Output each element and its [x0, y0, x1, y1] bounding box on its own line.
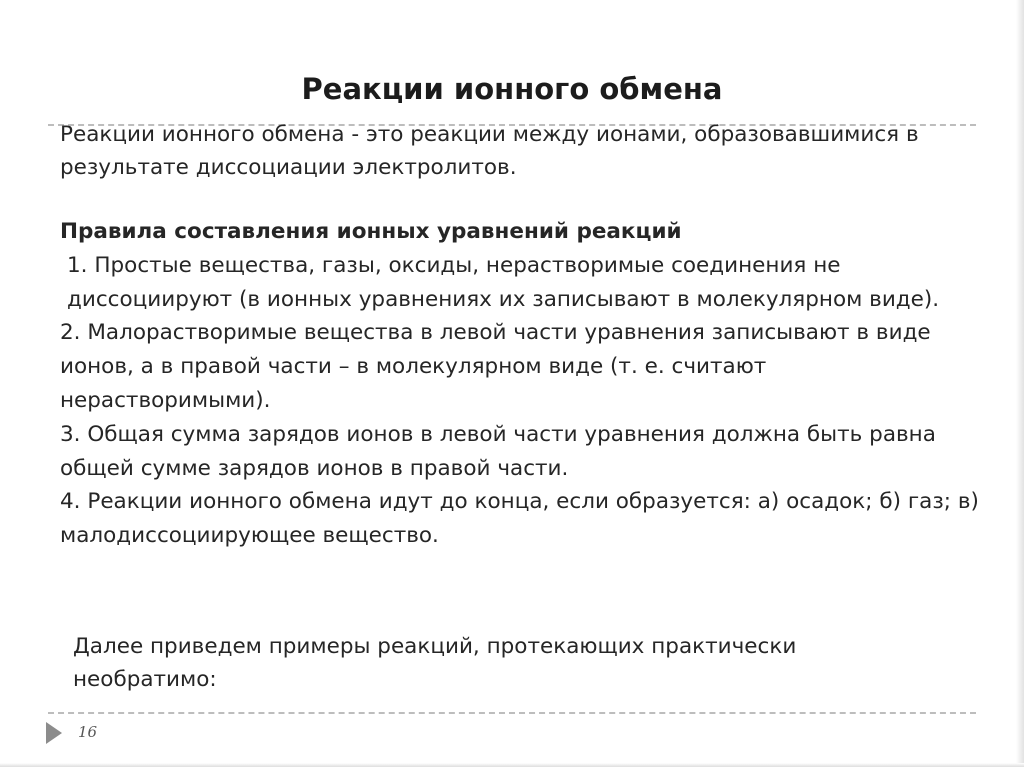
slide-edge-shadow-right — [1016, 0, 1024, 767]
rule-item-3: 3. Общая сумма зарядов ионов в левой части уравнения должна быть равна общей сумме зарядов ионов в правой части. — [60, 421, 936, 481]
rules-block — [60, 215, 980, 553]
rule-item-1: 1. Простые вещества, газы, оксиды, нерастворимые соединения не диссоциируют (в ионных уравнениях их записывают в молекулярном виде). — [67, 252, 940, 312]
slide-edge-shadow-bottom — [0, 763, 1024, 767]
slide-title: Реакции ионного обмена — [301, 72, 723, 106]
bottom-dashed-divider — [48, 712, 976, 714]
page-number: 16 — [78, 723, 98, 741]
rule-item-2: 2. Малорастворимые вещества в левой части уравнения записывают в виде ионов, а в правой части – в молекулярном виде (т. е. считают нерастворимыми). — [60, 320, 931, 413]
closing-paragraph: Далее приведем примеры реакций, протекающих практически необратимо: — [73, 634, 797, 692]
play-triangle-icon[interactable] — [46, 722, 62, 744]
definition-paragraph: Реакции ионного обмена - это реакции между ионами, образовавшимися в результате диссоциации электролитов. — [60, 122, 919, 180]
rule-item-4: 4. Реакции ионного обмена идут до конца, если образуется: а) осадок; б) газ; в) малодиссоциирующее вещество. — [60, 489, 979, 549]
rules-heading: Правила составления ионных уравнений реакций — [60, 219, 682, 244]
